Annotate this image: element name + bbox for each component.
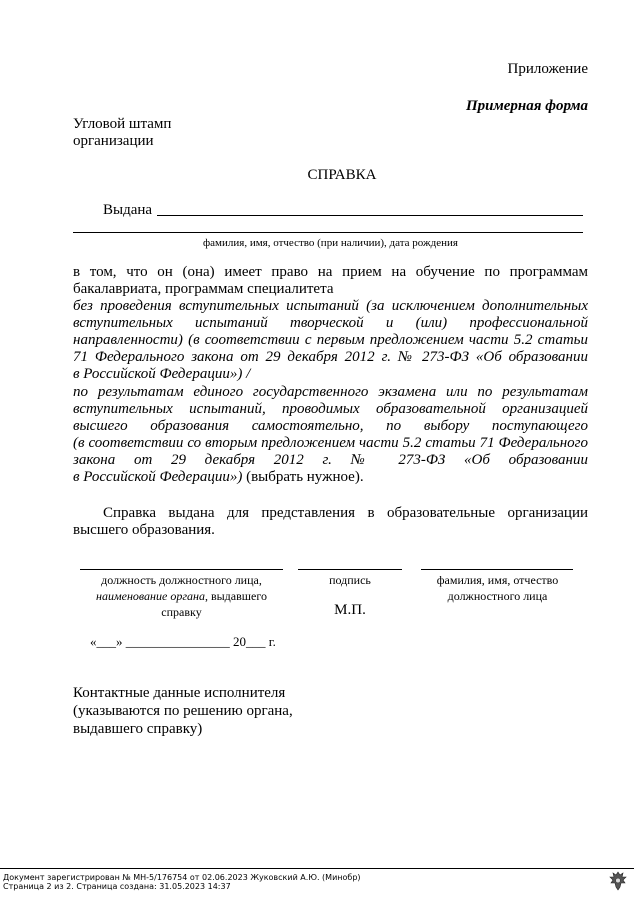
purpose-line1: Справка выдана для представления в образовательные организации <box>103 505 588 521</box>
opt1-line5: в Российской Федерации») / <box>73 366 251 382</box>
opt2-line6 <box>73 469 588 486</box>
opt2-line3: высшего образования самостоятельно, по выбору поступающего <box>73 418 588 434</box>
name-caption-line2: должностного лица <box>447 589 548 603</box>
purpose-line2: высшего образования. <box>73 522 215 538</box>
corner-stamp-line2: организации <box>73 133 154 149</box>
date-day-field[interactable]: «___» <box>90 634 123 649</box>
date-month-field[interactable]: ________________ <box>125 634 230 649</box>
contact-line3: выдавшего справку) <box>73 721 203 737</box>
footer-line2: Страница 2 из 2. Страница создана: 31.05.2023 14:37 <box>3 882 231 891</box>
name-caption-line1: фамилия, имя, отчество <box>436 573 559 587</box>
opt1-line1: без проведения вступительных испытаний (за исключением дополнительных <box>73 298 588 314</box>
contact-info-block <box>73 684 293 738</box>
opt1-line3: направленности) (в соответствии с первым предложением части 5.2 статьи <box>73 332 588 348</box>
position-caption <box>80 572 283 620</box>
contact-line1: Контактные данные исполнителя <box>73 685 286 701</box>
issued-to-field-line2[interactable] <box>73 232 583 233</box>
opt2-line2: вступительных испытаний, проводимых образовательной организацией <box>73 401 588 417</box>
issued-to-field-line1[interactable] <box>157 215 583 216</box>
footer-divider <box>0 868 634 869</box>
opt2-line1: по результатам единого государственного экзамена или по результатам <box>73 384 588 400</box>
option-by-exam-results <box>73 384 588 486</box>
opt2-line6-italic: в Российской Федерации») <box>73 469 243 485</box>
issued-to-label: Выдана <box>103 202 153 218</box>
position-caption-line2 <box>80 588 283 604</box>
position-field-line[interactable] <box>80 569 283 570</box>
name-caption <box>415 572 580 604</box>
body-p1-line1: в том, что он (она) имеет право на прием на обучение по программам <box>73 264 588 280</box>
opt1-line2: вступительных испытаний творческой и (или) профессиональной <box>73 315 588 331</box>
footer-line1: Документ зарегистрирован № МН-5/176754 от 02.06.2023 Жуковский А.Ю. (Минобр) <box>3 873 361 882</box>
position-caption-rest: , выдавшего <box>204 589 267 603</box>
stamp-place-mark: М.П. <box>334 602 366 618</box>
form-type-label: Примерная форма <box>465 98 588 114</box>
opt1-line4: 71 Федерального закона от 29 декабря 2012 г. № 273-ФЗ «Об образовании <box>73 349 588 365</box>
date-year-field[interactable]: 20___ г. <box>233 634 276 649</box>
corner-stamp-line1: Угловой штамп <box>73 116 172 132</box>
body-p1-line2: бакалавриата, программам специалитета <box>73 281 334 297</box>
position-caption-line3: справку <box>161 605 202 619</box>
document-title: СПРАВКА <box>307 167 377 183</box>
state-emblem-icon <box>607 870 629 892</box>
date-line <box>90 634 276 650</box>
name-field-line[interactable] <box>421 569 573 570</box>
option-without-exams <box>73 298 588 383</box>
corner-stamp-label <box>73 116 171 150</box>
purpose-paragraph <box>73 505 588 539</box>
opt2-line4: (в соответствии со вторым предложением части 5.2 статьи 71 Федерального <box>73 435 588 451</box>
issued-to-caption: фамилия, имя, отчество (при наличии), дата рождения <box>203 237 458 249</box>
registration-footer <box>3 873 603 891</box>
position-caption-line1: должность должностного лица, <box>101 573 262 587</box>
appendix-label: Приложение <box>507 61 588 77</box>
opt2-line6-plain: (выбрать нужное). <box>242 469 364 485</box>
opt2-line5: закона от 29 декабря 2012 г. № 273-ФЗ «Об образовании <box>73 452 588 468</box>
position-caption-italic: наименование органа <box>96 589 205 603</box>
contact-line2: (указываются по решению органа, <box>73 703 293 719</box>
signature-caption: подпись <box>329 573 371 587</box>
signature-field-line[interactable] <box>298 569 402 570</box>
body-paragraph-1 <box>73 264 588 298</box>
